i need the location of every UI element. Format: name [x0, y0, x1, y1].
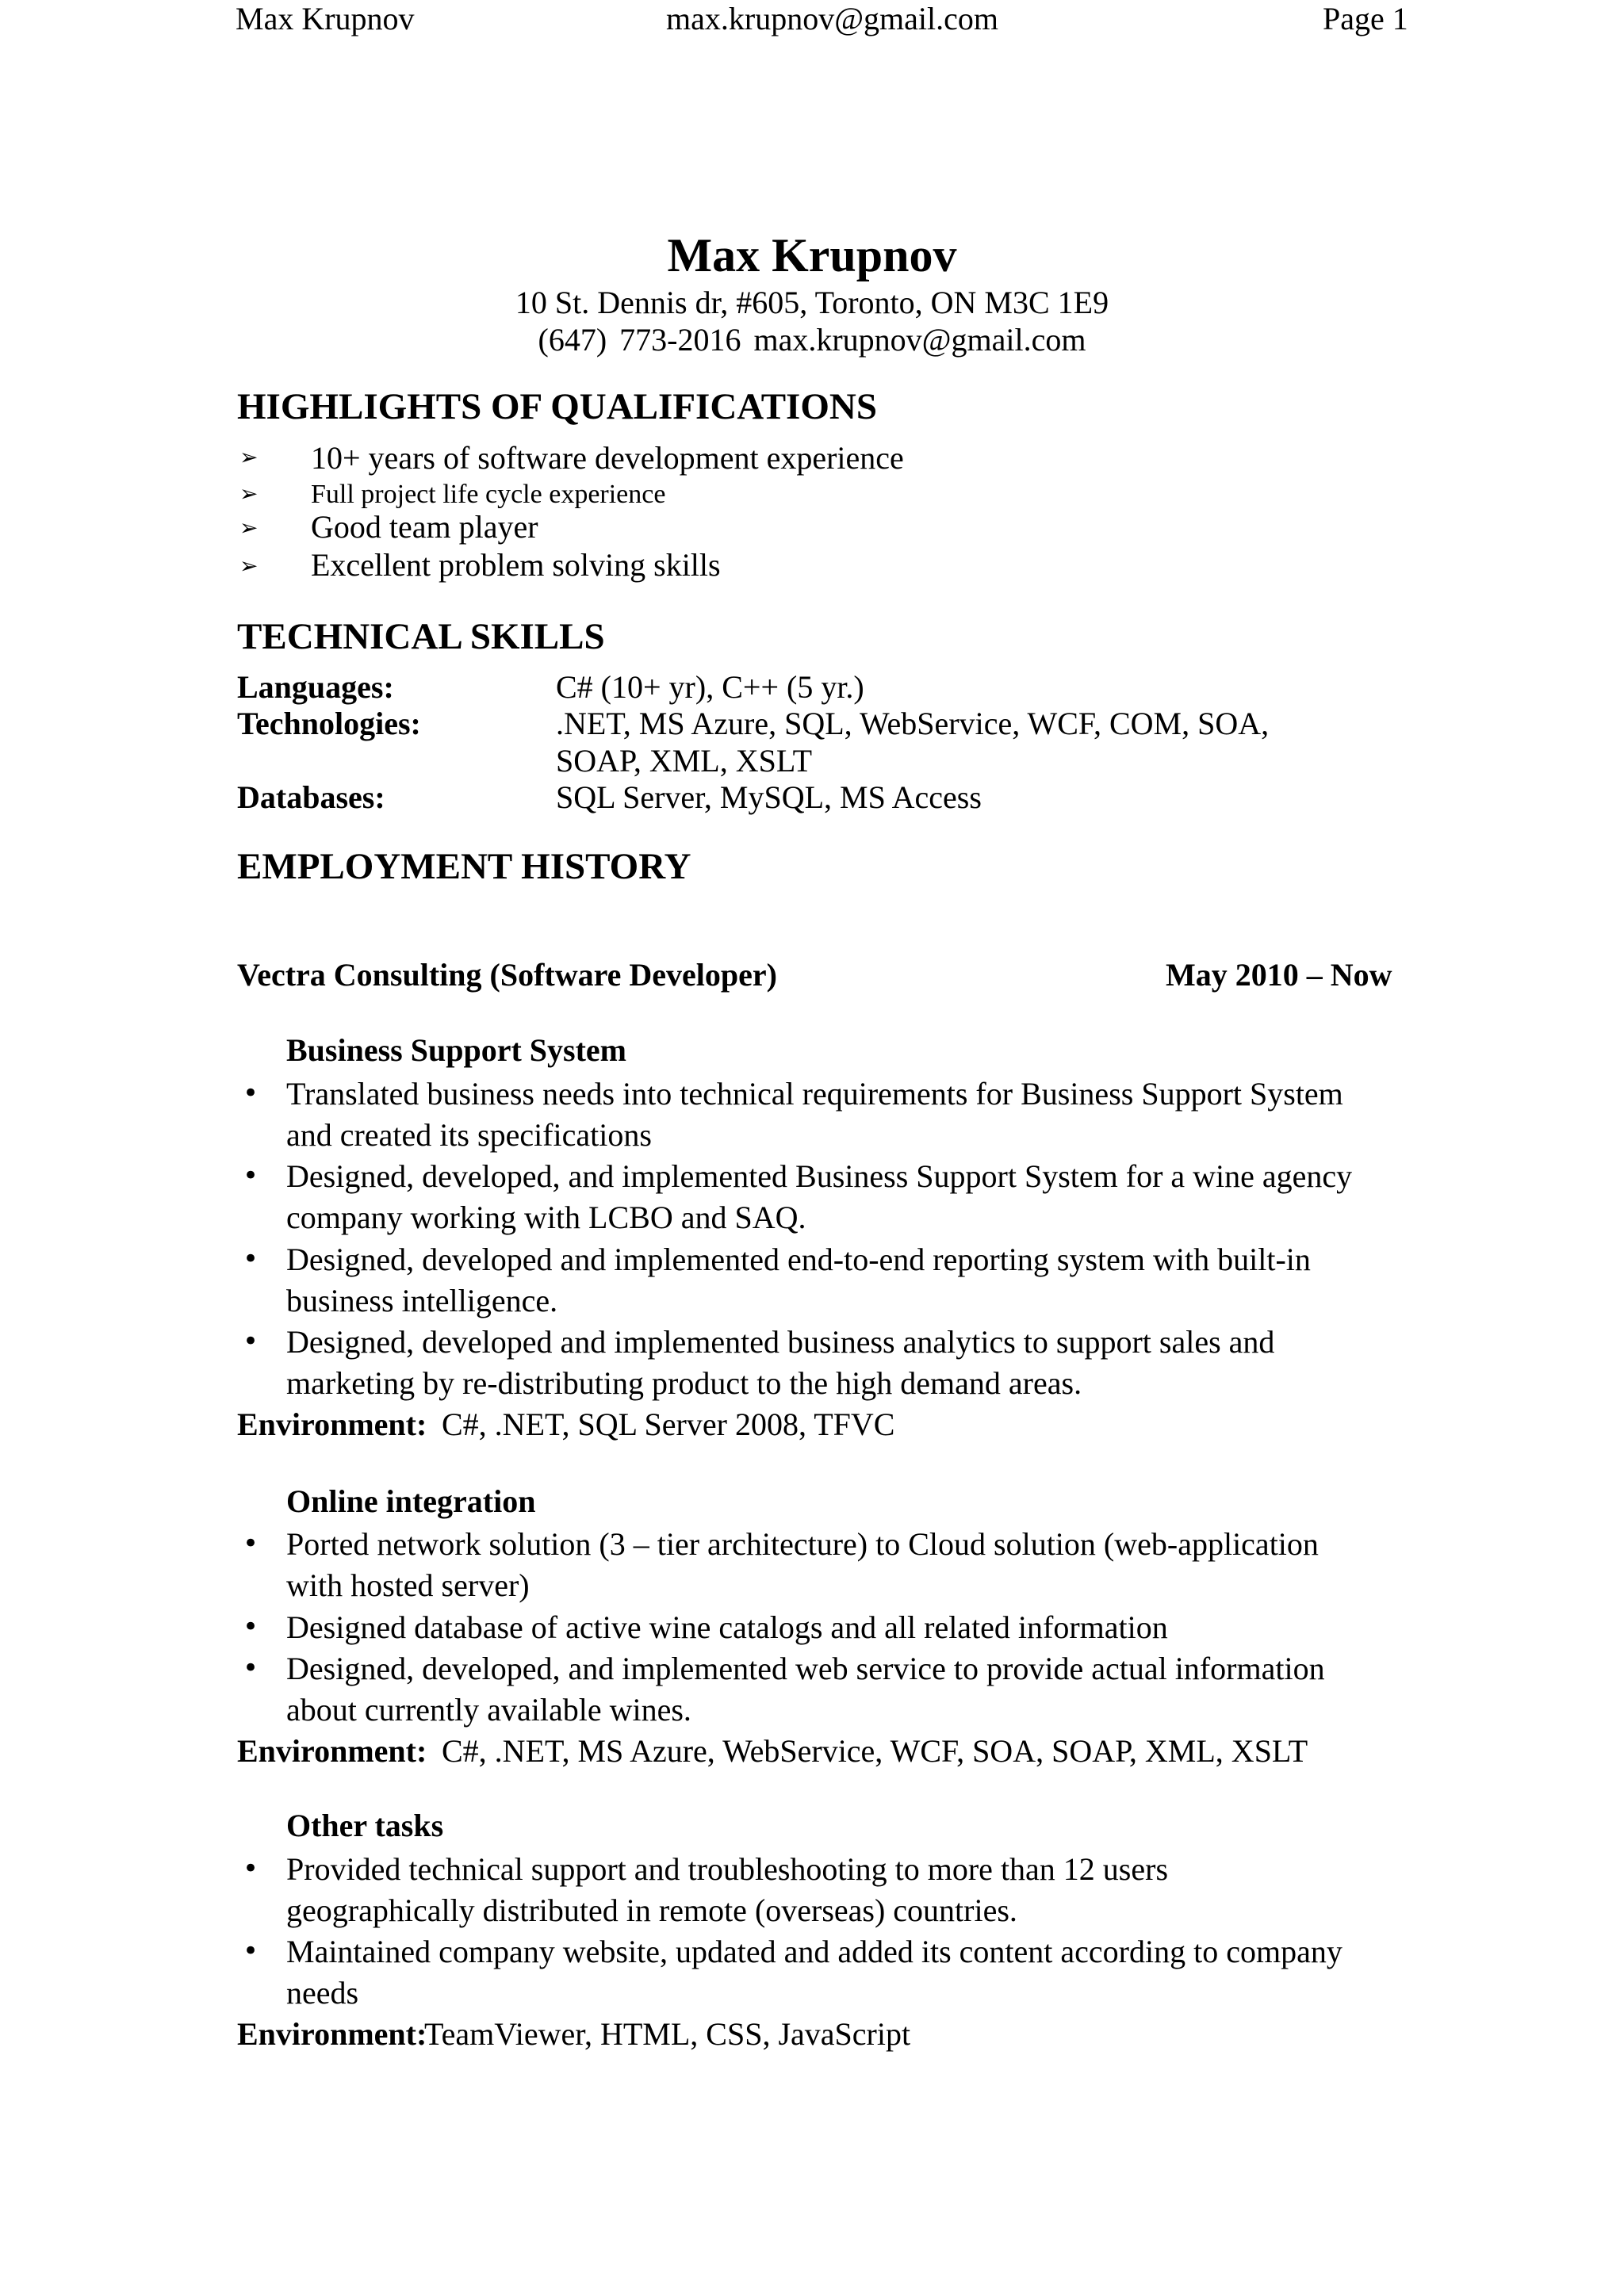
job-dates: May 2010 – Now [1166, 957, 1392, 993]
bullet-dot-icon: • [243, 1935, 259, 1967]
job-title: Vectra Consulting (Software Developer) [237, 957, 777, 993]
project-title: Other tasks [286, 1808, 444, 1843]
highlight-item: 10+ years of software development experience [311, 440, 904, 476]
project-title: Online integration [286, 1483, 536, 1519]
project-bullet-line: Maintained company website, updated and added its content according to company [286, 1934, 1342, 1969]
bullet-dot-icon: • [243, 1652, 259, 1684]
skill-label: Technologies: [237, 706, 421, 741]
bullet-dot-icon: • [243, 1243, 259, 1275]
project-bullet-line: and created its specifications [286, 1117, 652, 1153]
running-header-email: max.krupnov@gmail.com [666, 1, 998, 36]
project-bullet-line: company working with LCBO and SAQ. [286, 1200, 806, 1235]
environment-value: TeamViewer, HTML, CSS, JavaScript [424, 2016, 911, 2052]
highlight-item: Excellent problem solving skills [311, 547, 721, 583]
highlights-heading: HIGHLIGHTS OF QUALIFICATIONS [237, 386, 877, 427]
project-bullet-line: Designed database of active wine catalogs and all related information [286, 1609, 1168, 1645]
skill-value: C# (10+ yr), C++ (5 yr.) [556, 669, 864, 705]
project-bullet-line: about currently available wines. [286, 1692, 691, 1728]
project-bullet-line: business intelligence. [286, 1283, 558, 1318]
highlight-item: Full project life cycle experience [311, 480, 666, 509]
environment-label: Environment: [237, 1406, 427, 1442]
project-bullet-line: Translated business needs into technical requirements for Business Support System [286, 1076, 1343, 1112]
environment-label: Environment: [237, 2016, 427, 2052]
arrow-bullet-icon: ➢ [239, 444, 259, 470]
project-bullet-line: Ported network solution (3 – tier architecture) to Cloud solution (web-application [286, 1526, 1319, 1562]
highlight-item: Good team player [311, 509, 538, 545]
project-bullet-line: marketing by re-distributing product to the high demand areas. [286, 1365, 1082, 1401]
arrow-bullet-icon: ➢ [239, 553, 259, 579]
project-bullet-line: Provided technical support and troubleshooting to more than 12 users [286, 1851, 1169, 1887]
project-bullet-line: geographically distributed in remote (overseas) countries. [286, 1892, 1017, 1928]
environment-value: C#, .NET, SQL Server 2008, TFVC [442, 1406, 895, 1442]
project-bullet-line: needs [286, 1975, 359, 2011]
running-header-page-number: Page 1 [1323, 1, 1408, 36]
project-bullet-line: Designed, developed, and implemented Business Support System for a wine agency [286, 1158, 1353, 1194]
project-bullet-line: Designed, developed, and implemented web service to provide actual information [286, 1651, 1325, 1686]
bullet-dot-icon: • [243, 1528, 259, 1559]
skill-value: SQL Server, MySQL, MS Access [556, 779, 982, 815]
bullet-dot-icon: • [243, 1853, 259, 1885]
environment-label: Environment: [237, 1733, 427, 1769]
project-bullet-line: Designed, developed and implemented end-to-end reporting system with built-in [286, 1242, 1311, 1277]
bullet-dot-icon: • [243, 1326, 259, 1357]
project-bullet-line: Designed, developed and implemented business analytics to support sales and [286, 1324, 1275, 1360]
employment-history-heading: EMPLOYMENT HISTORY [237, 846, 691, 887]
contact-phone-email: (647) 773-2016 max.krupnov@gmail.com [538, 322, 1086, 358]
bullet-dot-icon: • [243, 1160, 259, 1192]
environment-value: C#, .NET, MS Azure, WebService, WCF, SOA, SOAP, XML, XSLT [442, 1733, 1308, 1769]
technical-skills-heading: TECHNICAL SKILLS [237, 616, 605, 657]
skill-label: Databases: [237, 779, 385, 815]
skill-value: .NET, MS Azure, SQL, WebService, WCF, COM, SOA, [556, 706, 1270, 741]
bullet-dot-icon: • [243, 1077, 259, 1109]
resume-name: Max Krupnov [667, 229, 957, 281]
bullet-dot-icon: • [243, 1611, 259, 1643]
arrow-bullet-icon: ➢ [239, 515, 259, 541]
skill-value: SOAP, XML, XSLT [556, 743, 813, 779]
arrow-bullet-icon: ➢ [239, 480, 259, 507]
project-title: Business Support System [286, 1032, 627, 1068]
running-header-name: Max Krupnov [236, 1, 415, 36]
contact-address: 10 St. Dennis dr, #605, Toronto, ON M3C 1E9 [515, 285, 1109, 320]
skill-label: Languages: [237, 669, 394, 705]
project-bullet-line: with hosted server) [286, 1567, 530, 1603]
